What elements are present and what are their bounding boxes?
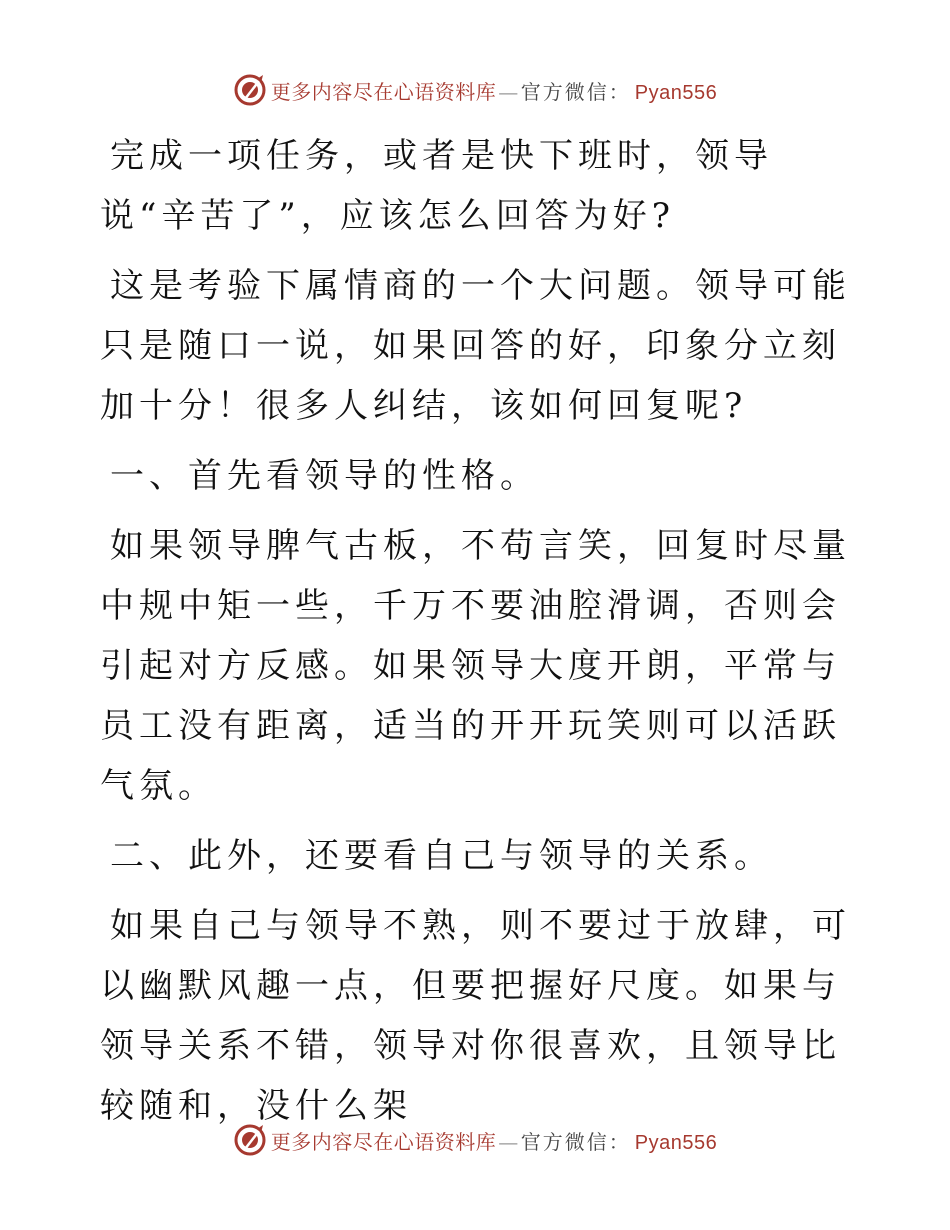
paragraph-intro: 这是考验下属情商的一个大问题。领导可能只是随口一说，如果回答的好，印象分立刻加十分！很多人纠结，该如何回复呢?	[100, 266, 851, 426]
watermark-official-label: 官方微信：	[520, 1129, 631, 1154]
paragraph-relationship: 如果自己与领导不熟，则不要过于放肆，可以幽默风趣一点，但要把握好尺度。如果与领导关系不错，领导对你很喜欢，且领导比较随和，没什么架	[100, 906, 851, 1126]
watermark-text	[271, 1126, 717, 1155]
watermark-dash: —	[498, 1129, 519, 1154]
paragraph-question: 完成一项任务，或者是快下班时，领导说“辛苦了”，应该怎么回答为好?	[100, 136, 773, 236]
watermark-account-id: Pyan556	[634, 81, 718, 104]
watermark-text	[271, 76, 717, 105]
paragraph-personality: 如果领导脾气古板，不苟言笑，回复时尽量中规中矩一些，千万不要油腔滑调，否则会引起对方反感。如果领导大度开朗，平常与员工没有距离，适当的开开玩笑则可以活跃气氛。	[100, 526, 851, 806]
footer-watermark	[0, 1120, 950, 1160]
watermark-account-id: Pyan556	[634, 1131, 718, 1154]
header-watermark	[0, 70, 950, 110]
watermark-brand: 更多内容尽在心语资料库	[270, 79, 497, 104]
watermark-brand: 更多内容尽在心语资料库	[270, 1129, 497, 1154]
document-body	[100, 126, 860, 1146]
watermark-official-label: 官方微信：	[520, 79, 631, 104]
section-heading-one: 一、首先看领导的性格。	[110, 456, 539, 496]
brand-logo-icon	[233, 73, 267, 107]
watermark-dash: —	[498, 79, 519, 104]
section-heading-two: 二、此外，还要看自己与领导的关系。	[110, 836, 773, 876]
brand-logo-icon	[233, 1123, 267, 1157]
